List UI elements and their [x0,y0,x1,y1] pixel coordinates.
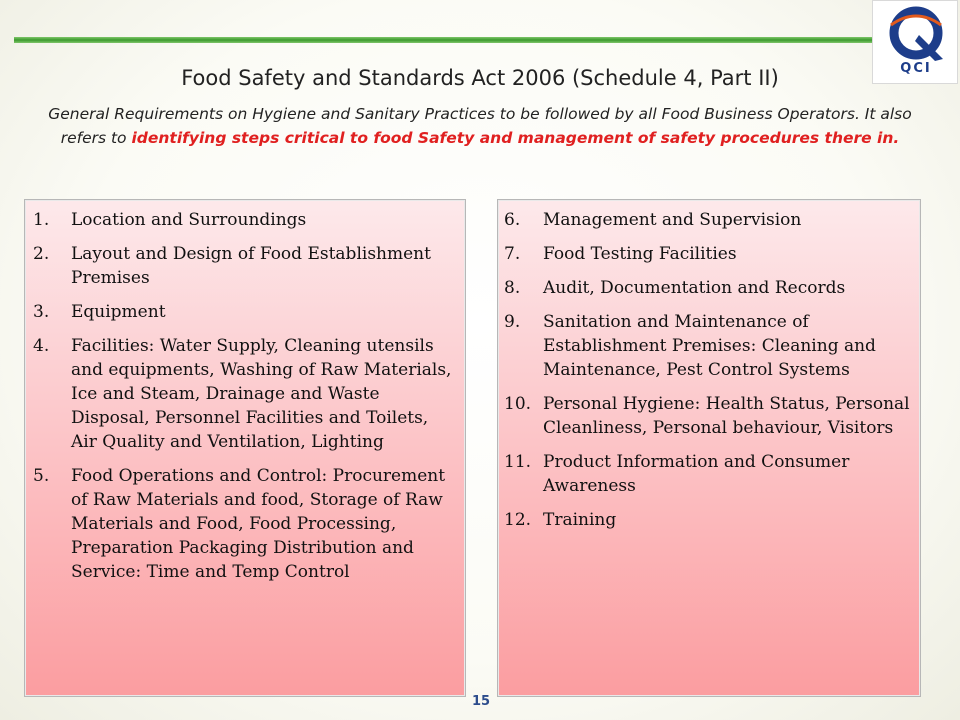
page-number: 15 [471,694,491,709]
subtitle-text: General Requirements on Hygiene and Sanitary Practices to be followed by all Food Business Operators. It also refers to [48,105,912,147]
list-item-number: 10. [504,394,532,414]
list-item-text: Layout and Design of Food Establishment Premises [71,244,431,288]
list-item-text: Food Testing Facilities [543,244,737,264]
list-item [33,300,455,324]
requirements-list-left [25,200,465,584]
list-item [504,310,912,382]
list-item-number: 3. [33,302,50,322]
list-item-number: 6. [504,210,521,230]
list-item-number: 2. [33,244,50,264]
list-item-text: Food Operations and Control: Procurement of Raw Materials and food, Storage of Raw Materials and Food, Food Processing, Preparation Packaging Distribution and Service: Time and Temp Control [71,466,446,582]
list-item-number: 4. [33,336,50,356]
requirements-panel-left [24,199,466,697]
list-item [504,242,912,266]
list-item-number: 8. [504,278,521,298]
list-item-number: 9. [504,312,521,332]
list-item [33,242,455,290]
list-item-text: Facilities: Water Supply, Cleaning utensils and equipments, Washing of Raw Materials, Ice and Steam, Drainage and Waste Disposal, Personnel Facilities and Toilets, Air Quality and Ventilation, Lighting [71,336,452,452]
list-item-text: Equipment [71,302,166,322]
list-item [504,508,912,532]
list-item [504,208,912,232]
list-item-text: Product Information and Consumer Awareness [543,452,850,496]
list-item-text: Personal Hygiene: Health Status, Personal Cleanliness, Personal behaviour, Visitors [543,394,910,438]
list-item [504,276,912,300]
list-item-number: 5. [33,466,50,486]
list-item-number: 7. [504,244,521,264]
list-item [33,464,455,584]
list-item [33,334,455,454]
list-item-text: Management and Supervision [543,210,802,230]
requirements-list-right [498,200,920,532]
list-item [33,208,455,232]
list-item-text: Sanitation and Maintenance of Establishment Premises: Cleaning and Maintenance, Pest Control Systems [543,312,876,380]
list-item-text: Audit, Documentation and Records [543,278,846,298]
subtitle-highlight: identifying steps critical to food Safety and management of safety procedures there in. [131,129,900,147]
list-item-text: Training [543,510,617,530]
slide-subtitle [40,102,920,150]
list-item-number: 12. [504,510,532,530]
list-item-number: 1. [33,210,50,230]
qci-q-icon [879,5,953,63]
list-item [504,450,912,498]
header-accent-rule [14,37,872,43]
logo-text: QCI [900,61,932,76]
requirements-panel-right [497,199,921,697]
list-item-number: 11. [504,452,532,472]
slide-title: Food Safety and Standards Act 2006 (Schedule 4, Part II) [181,66,779,90]
list-item [504,392,912,440]
list-item-text: Location and Surroundings [71,210,307,230]
